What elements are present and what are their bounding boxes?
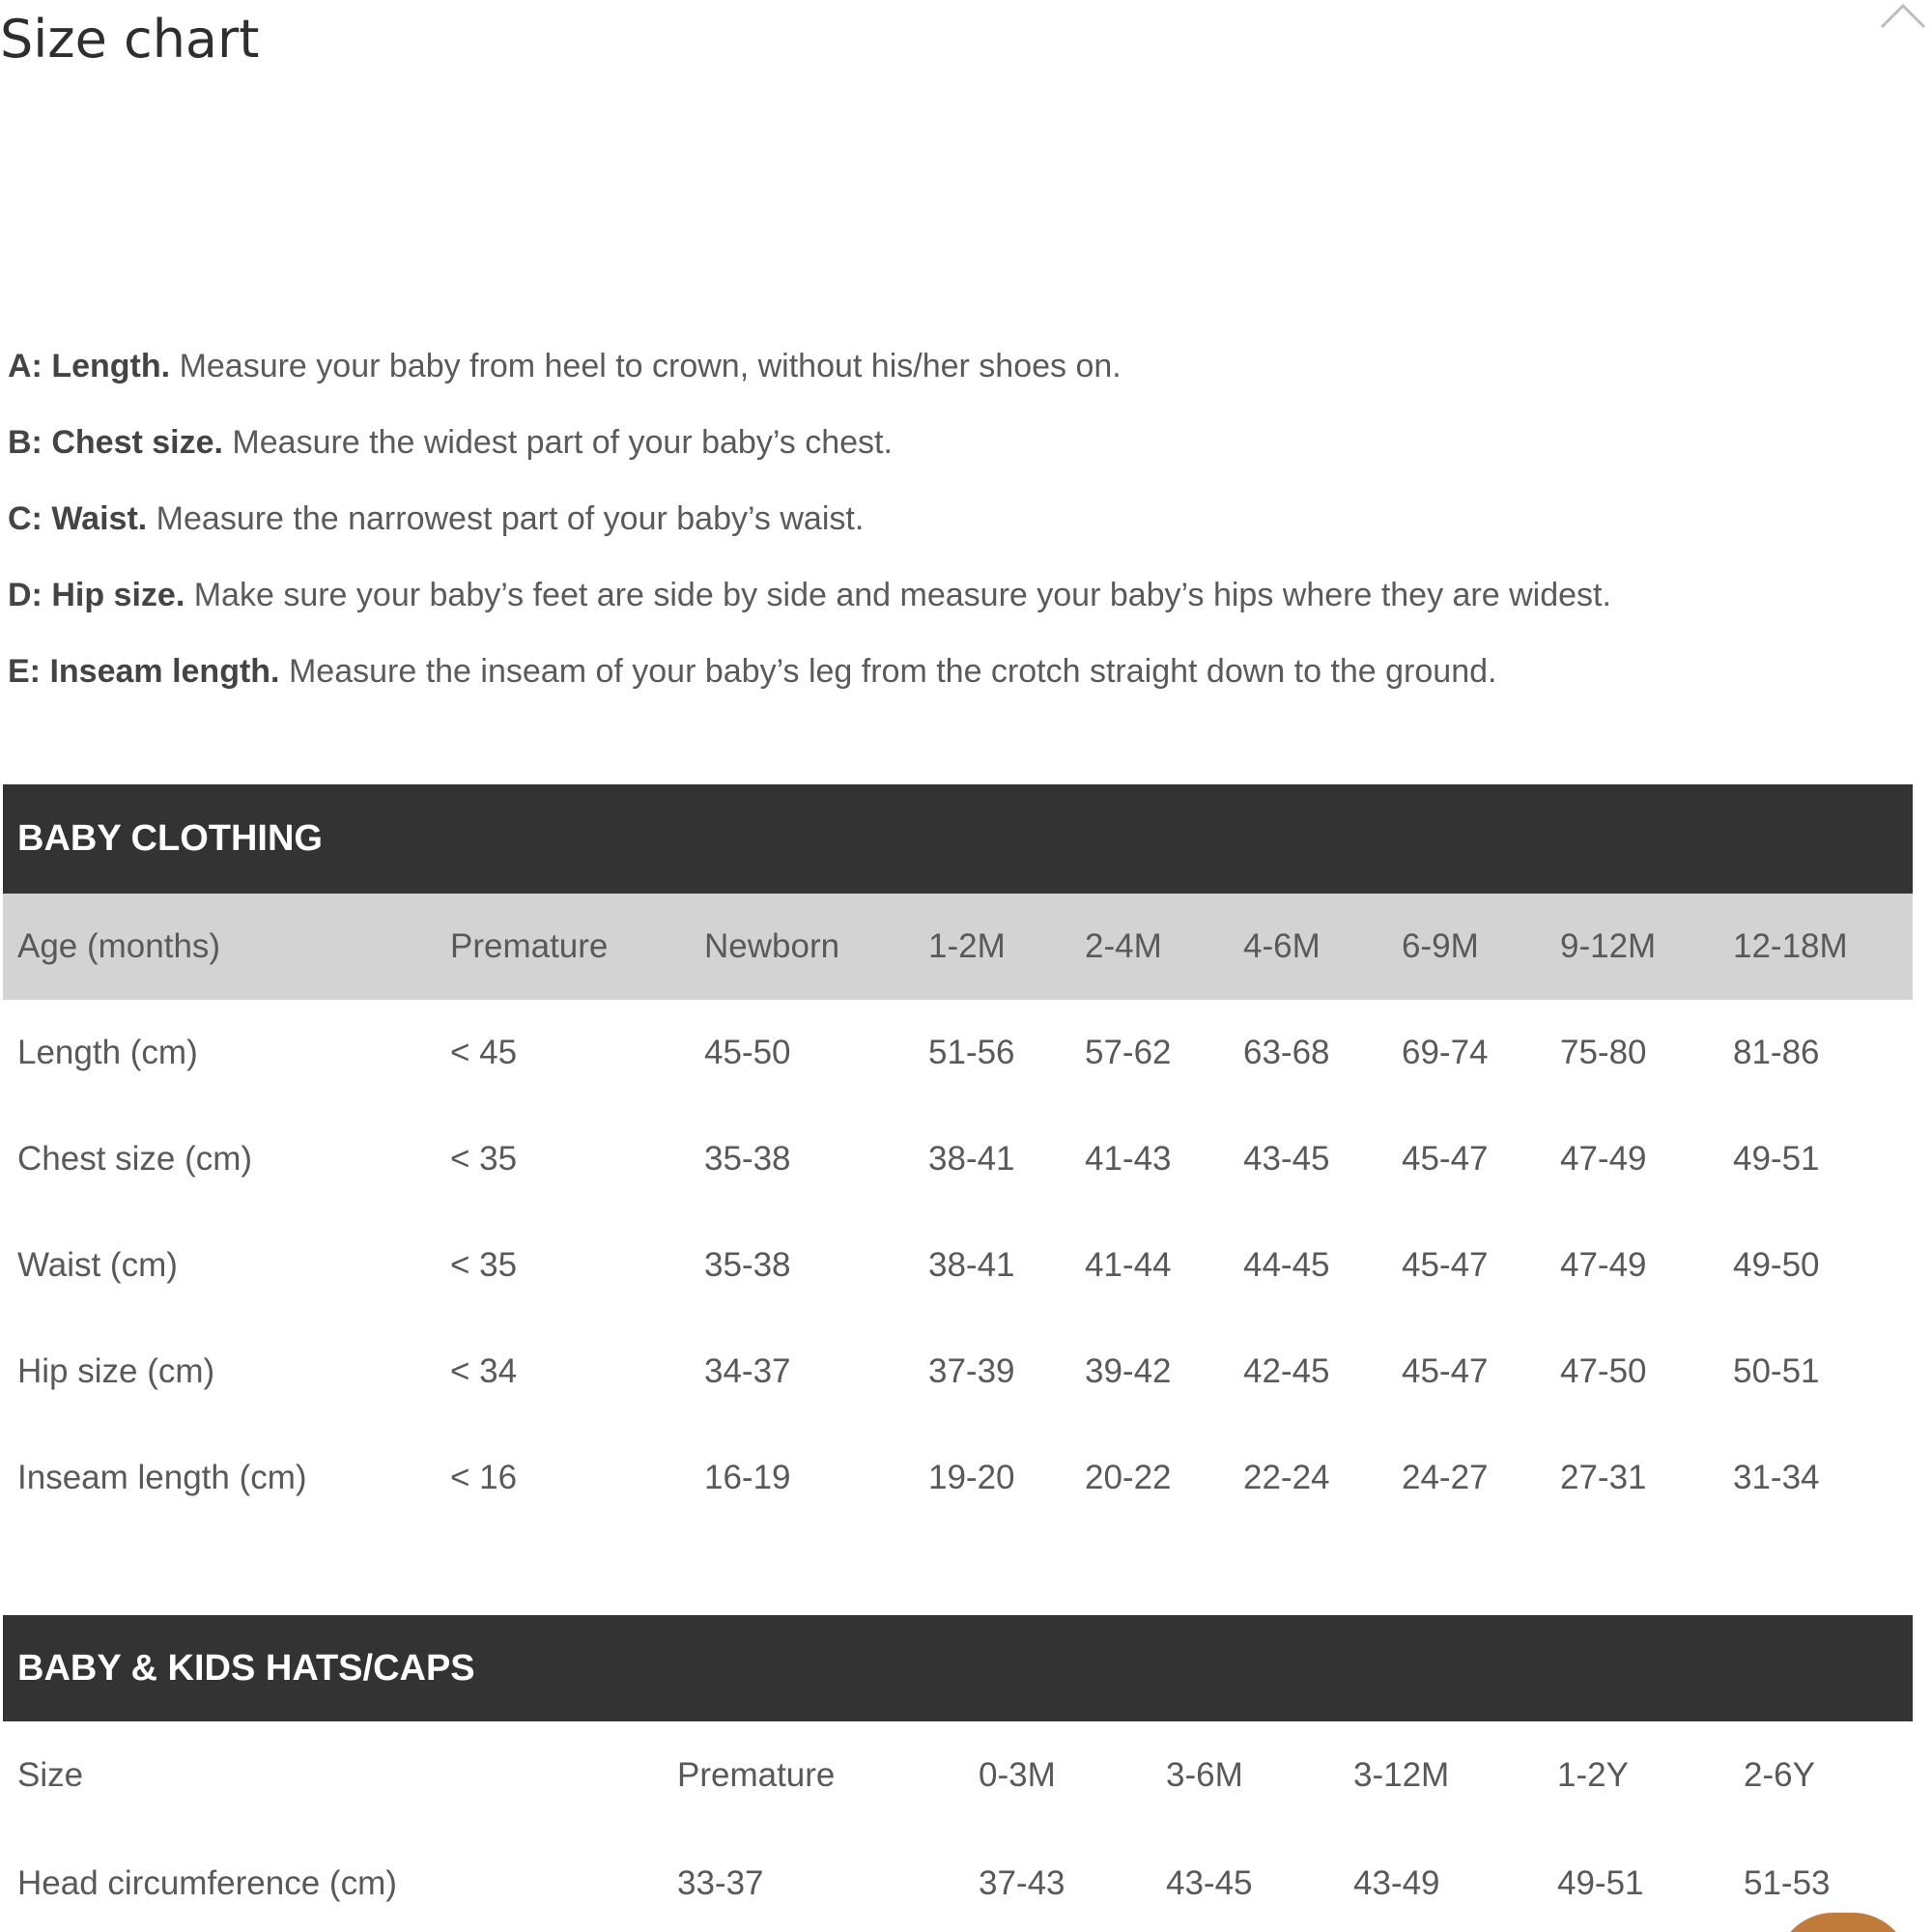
column-header: Premature: [436, 894, 690, 1000]
section-title-baby-clothing: BABY CLOTHING: [3, 784, 1913, 894]
table-cell: 38-41: [928, 1246, 1015, 1284]
table-cell: 75-80: [1560, 1034, 1647, 1071]
table-row: [3, 1212, 1913, 1319]
guide-text: Measure your baby from heel to crown, without his/her shoes on.: [179, 348, 1122, 384]
baby-clothing-table: [3, 784, 1913, 1531]
table-cell: 57-62: [1085, 1034, 1172, 1071]
guide-text: Measure the widest part of your baby’s chest.: [232, 424, 893, 461]
table-cell: 35-38: [704, 1140, 791, 1178]
table-cell: 50-51: [1733, 1352, 1820, 1390]
table-cell: 24-27: [1402, 1459, 1489, 1496]
table-cell: < 45: [450, 1034, 518, 1071]
guide-letter: E:: [8, 653, 41, 690]
table-cell: 51-53: [1744, 1864, 1831, 1902]
table-cell: 20-22: [1085, 1459, 1172, 1496]
column-header: 9-12M: [1546, 894, 1719, 1000]
table-cell: 41-43: [1085, 1140, 1172, 1178]
column-header: 12-18M: [1719, 894, 1913, 1000]
row-label: Hip size (cm): [17, 1352, 215, 1390]
column-header: 1-2Y: [1557, 1756, 1629, 1794]
guide-term: Chest size.: [51, 424, 223, 461]
table-cell: 38-41: [928, 1140, 1015, 1178]
column-header: 3-12M: [1353, 1756, 1450, 1794]
section-title-hats-caps: BABY & KIDS HATS/CAPS: [3, 1615, 1913, 1721]
table-row: [3, 1319, 1913, 1425]
table-cell: 45-47: [1402, 1140, 1489, 1178]
column-header: 3-6M: [1166, 1756, 1243, 1794]
table-cell: < 35: [450, 1246, 518, 1284]
table-cell: 49-51: [1557, 1864, 1644, 1902]
table-cell: 45-47: [1402, 1352, 1489, 1390]
table-cell: 49-51: [1733, 1140, 1820, 1178]
table-cell: 81-86: [1733, 1034, 1820, 1071]
table-cell: 43-45: [1166, 1864, 1253, 1902]
guide-letter: B:: [8, 424, 43, 461]
guide-letter: C:: [8, 500, 43, 537]
column-header: 2-6Y: [1744, 1756, 1815, 1794]
measurement-guide: [8, 328, 1901, 710]
table-cell: 69-74: [1402, 1034, 1489, 1071]
table-row: [3, 1425, 1913, 1531]
guide-letter: A:: [8, 348, 43, 384]
table-cell: 45-50: [704, 1034, 791, 1071]
column-header: 4-6M: [1229, 894, 1387, 1000]
column-header: Size: [17, 1756, 84, 1794]
table-cell: 47-49: [1560, 1246, 1647, 1284]
guide-item-chest: [8, 405, 1901, 481]
guide-item-waist: [8, 481, 1901, 557]
close-icon: [1874, 0, 1932, 29]
table-cell: 39-42: [1085, 1352, 1172, 1390]
guide-text: Measure the inseam of your baby’s leg from the crotch straight down to the ground.: [288, 653, 1497, 690]
table-cell: 41-44: [1085, 1246, 1172, 1284]
table-cell: 37-39: [928, 1352, 1015, 1390]
table-cell: 42-45: [1243, 1352, 1330, 1390]
guide-text: Measure the narrowest part of your baby’s waist.: [156, 500, 865, 537]
column-header: 2-4M: [1070, 894, 1229, 1000]
table-cell: 35-38: [704, 1246, 791, 1284]
guide-term: Hip size.: [51, 577, 185, 613]
column-header-row: [3, 894, 1913, 1000]
table-cell: < 16: [450, 1459, 518, 1496]
table-cell: 31-34: [1733, 1459, 1820, 1496]
table-cell: 33-37: [677, 1864, 764, 1902]
row-label: Chest size (cm): [17, 1140, 253, 1178]
table-cell: < 34: [450, 1352, 518, 1390]
row-label: Head circumference (cm): [17, 1864, 397, 1902]
guide-text: Make sure your baby’s feet are side by side and measure your baby’s hips where they are widest.: [193, 577, 1611, 613]
table-row: [3, 1000, 1913, 1106]
table-cell: 16-19: [704, 1459, 791, 1496]
guide-letter: D:: [8, 577, 43, 613]
guide-item-inseam: [8, 634, 1901, 710]
guide-term: Waist.: [51, 500, 148, 537]
table-cell: 44-45: [1243, 1246, 1330, 1284]
row-label: Inseam length (cm): [17, 1459, 307, 1496]
table-row: [3, 1106, 1913, 1212]
table-cell: < 35: [450, 1140, 518, 1178]
column-header: Newborn: [690, 894, 914, 1000]
guide-term: Inseam length.: [49, 653, 280, 690]
table-cell: 34-37: [704, 1352, 791, 1390]
table-cell: 19-20: [928, 1459, 1015, 1496]
table-row: [3, 1830, 1913, 1932]
column-header: 1-2M: [914, 894, 1070, 1000]
table-cell: 43-45: [1243, 1140, 1330, 1178]
column-header: 0-3M: [979, 1756, 1056, 1794]
table-cell: 22-24: [1243, 1459, 1330, 1496]
table-cell: 45-47: [1402, 1246, 1489, 1284]
table-cell: 49-50: [1733, 1246, 1820, 1284]
row-label: Length (cm): [17, 1034, 198, 1071]
column-header-row: [3, 1721, 1913, 1830]
guide-item-length: [8, 328, 1901, 405]
table-cell: 43-49: [1353, 1864, 1440, 1902]
table-cell: 63-68: [1243, 1034, 1330, 1071]
table-cell: 47-49: [1560, 1140, 1647, 1178]
column-header: 6-9M: [1387, 894, 1546, 1000]
close-button[interactable]: [1874, 0, 1932, 29]
hats-caps-table: [3, 1615, 1913, 1932]
page-title: Size chart: [0, 9, 260, 70]
table-cell: 47-50: [1560, 1352, 1647, 1390]
guide-term: Length.: [51, 348, 171, 384]
table-cell: 51-56: [928, 1034, 1015, 1071]
row-label: Waist (cm): [17, 1246, 178, 1284]
table-cell: 37-43: [979, 1864, 1065, 1902]
table-cell: 27-31: [1560, 1459, 1647, 1496]
guide-item-hip: [8, 557, 1901, 634]
column-header: Age (months): [3, 894, 436, 1000]
column-header: Premature: [677, 1756, 836, 1794]
